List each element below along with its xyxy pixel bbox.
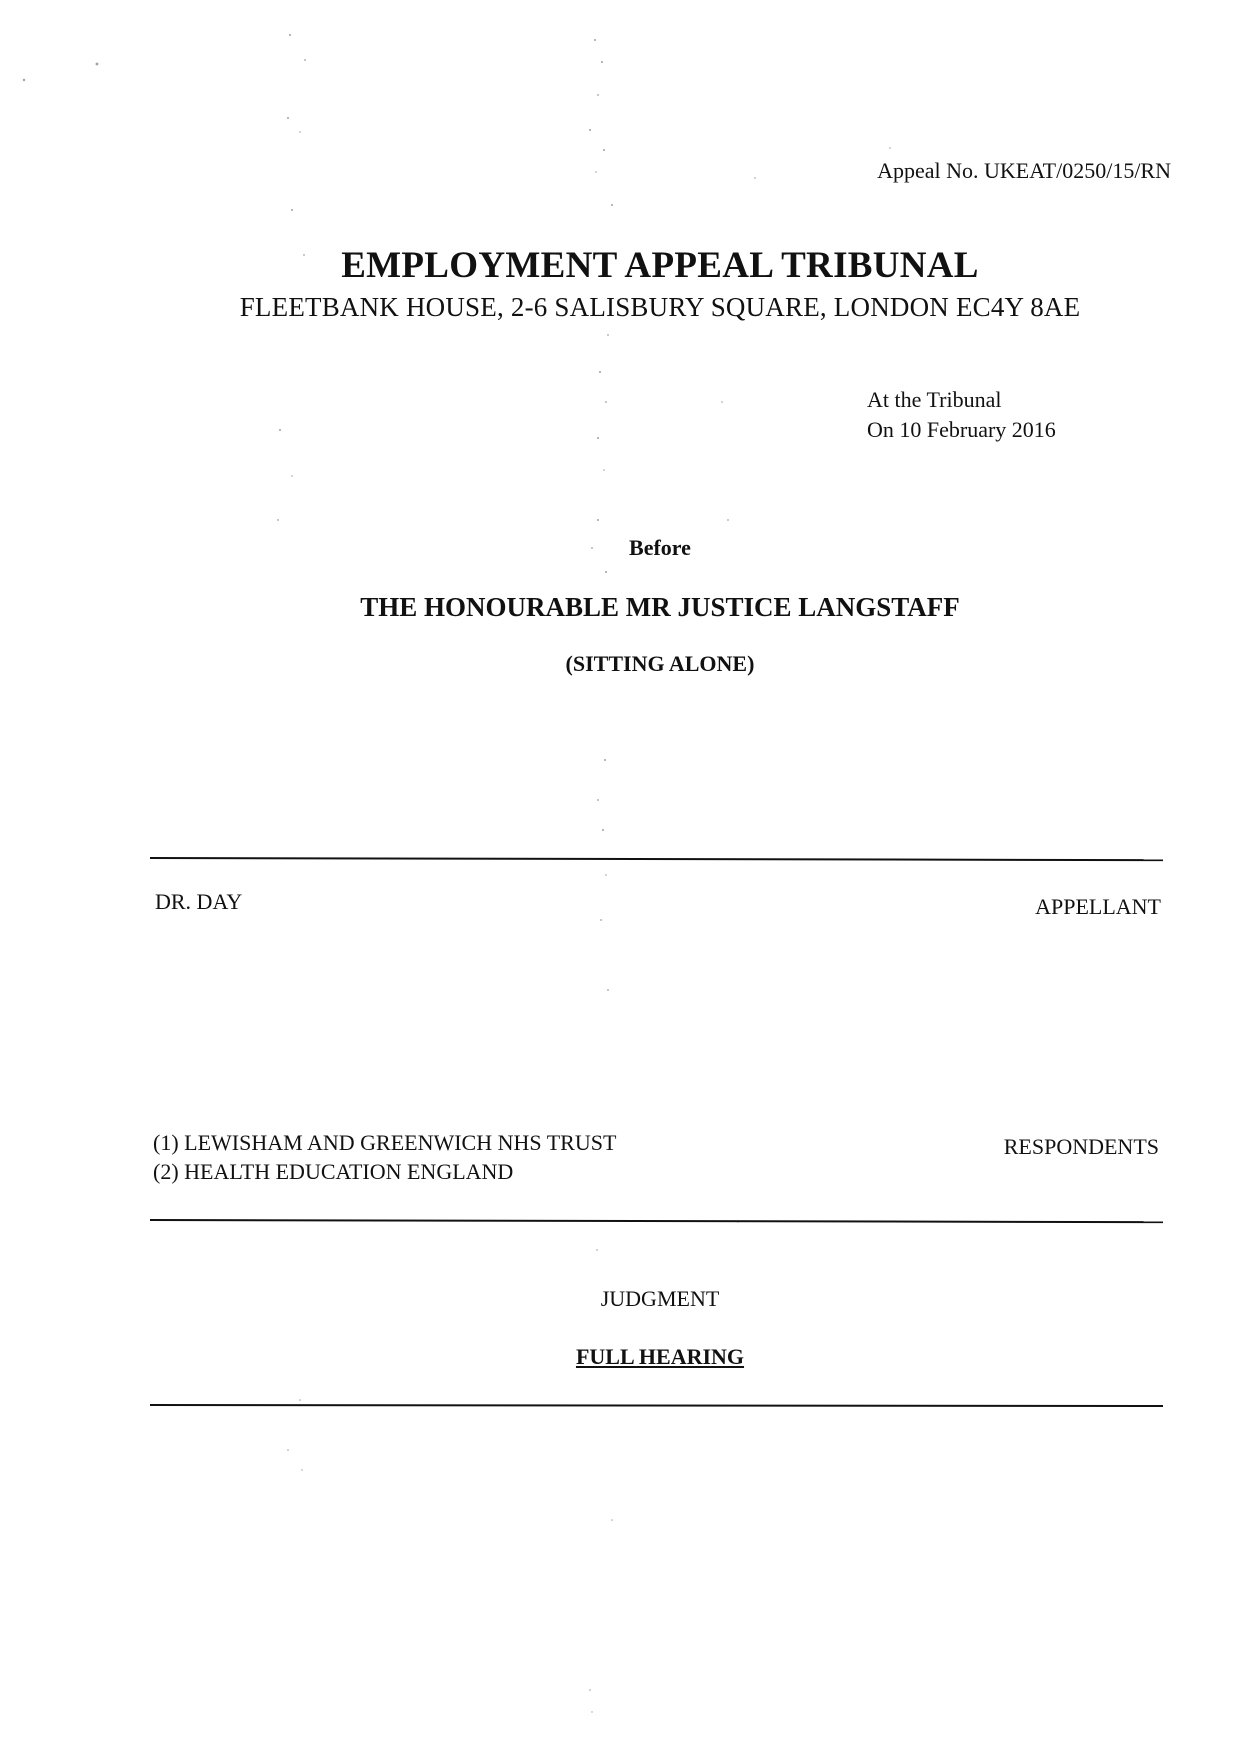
appellant-name: DR. DAY bbox=[155, 889, 243, 914]
sitting-alone-label: (SITTING ALONE) bbox=[565, 651, 755, 676]
tribunal-title: EMPLOYMENT APPEAL TRIBUNAL bbox=[341, 245, 979, 286]
judgment-label: JUDGMENT bbox=[600, 1286, 720, 1311]
appeal-number: Appeal No. UKEAT/0250/15/RN bbox=[877, 158, 1171, 183]
tribunal-address: FLEETBANK HOUSE, 2-6 SALISBURY SQUARE, LONDON EC4Y 8AE bbox=[239, 292, 1081, 322]
appellant-role: APPELLANT bbox=[1035, 894, 1161, 919]
divider-rule bbox=[150, 1219, 1163, 1223]
divider-rule bbox=[150, 1404, 1163, 1407]
judge-name: THE HONOURABLE MR JUSTICE LANGSTAFF bbox=[360, 592, 960, 622]
before-label: Before bbox=[629, 535, 691, 560]
respondents-role: RESPONDENTS bbox=[1003, 1134, 1159, 1159]
hearing-type: FULL HEARING bbox=[575, 1344, 745, 1369]
hearing-date: On 10 February 2016 bbox=[867, 417, 1056, 442]
hearing-location: At the Tribunal bbox=[867, 387, 1002, 412]
divider-rule bbox=[150, 857, 1163, 861]
respondent-name: (2) HEALTH EDUCATION ENGLAND bbox=[153, 1159, 514, 1184]
respondent-name: (1) LEWISHAM AND GREENWICH NHS TRUST bbox=[153, 1130, 617, 1155]
